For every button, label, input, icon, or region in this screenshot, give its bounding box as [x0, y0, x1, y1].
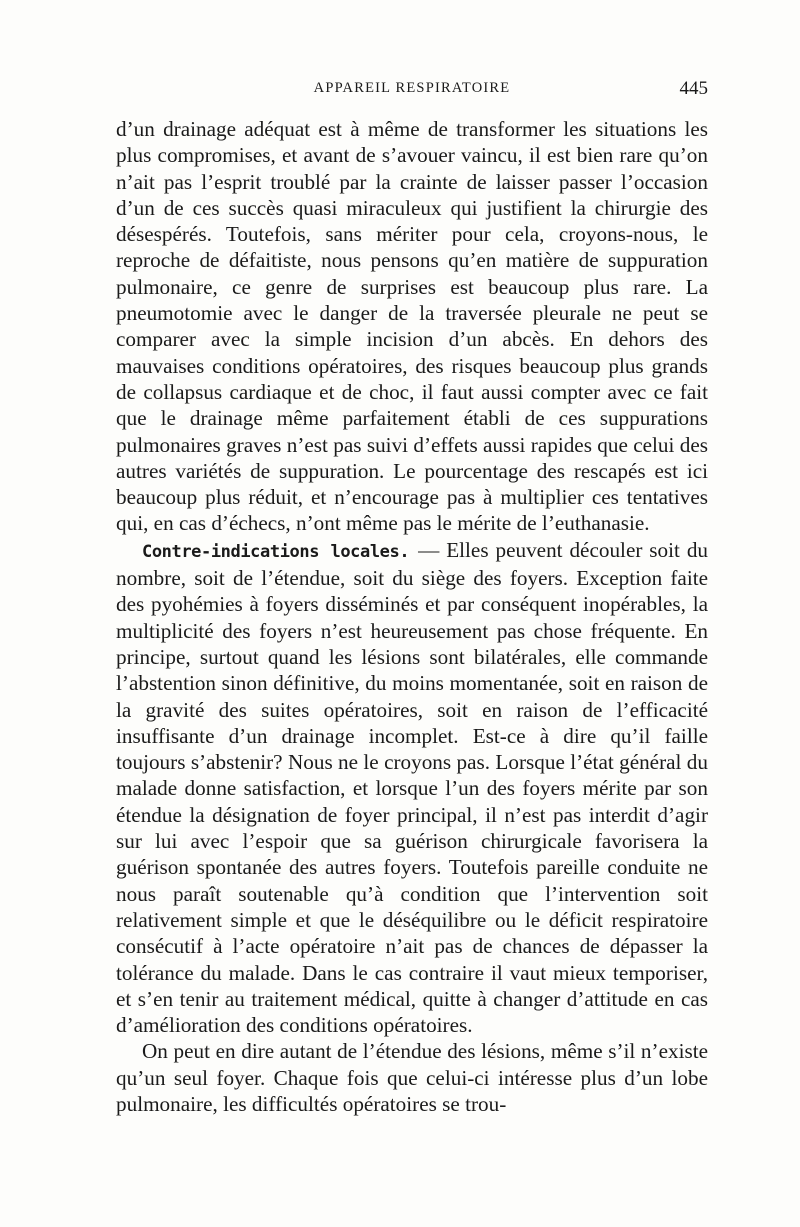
page-header — [116, 78, 708, 102]
paragraph-etendue: On peut en dire autant de l’étendue des lésions, même s’il n’existe qu’un seul foyer. Chaque fois que celui-ci intéresse plus d’un lobe pulmonaire, les difficultés opératoires se trou- — [116, 1039, 708, 1116]
body-text — [116, 116, 708, 1117]
section-heading-contre-indications-locales: Contre-indications locales. — [142, 541, 410, 562]
paragraph-continuation: d’un drainage adéquat est à même de transformer les situations les plus compromises, et avant de s’avouer vaincu, il est bien rare qu’on n’ait pas l’esprit troublé par la crainte de laisser passer l’occasion d’un de ces succès quasi miraculeux qui justifient la chirurgie des désespérés. Toutefois, sans mériter pour cela, croyons-nous, le reproche de défaitiste, nous pensons qu’en matière de suppuration pulmonaire, ce genre de surprises est beaucoup plus rare. La pneumotomie avec le danger de la traversée pleurale ne peut se comparer avec la simple incision d’un abcès. En dehors des mauvaises conditions opératoires, des risques beaucoup plus grands de collapsus cardiaque et de choc, il faut aussi compter avec ce fait que le drainage même parfaitement établi de ces suppurations pulmonaires graves n’est pas suivi d’effets aussi rapides que celui des autres variétés de suppuration. Le pourcentage des rescapés est ici beaucoup plus réduit, et n’encourage pas à multiplier ces tentatives qui, en cas d’échecs, n’ont même pas le mérite de l’euthanasie. — [116, 117, 708, 536]
paragraph-contre-indications-text: Elles peuvent découler soit du nombre, soit de l’étendue, soit du siège des foyers. Exception faite des pyohémies à foyers disséminés et par conséquent inopérables, la multiplicité des foyers n’est heureusement pas chose fréquente. En principe, surtout quand les lésions sont bilatérales, elle commande l’abstention sinon définitive, du moins momentanée, soit en raison de la gravité des suites opératoires, soit en raison de l’efficacité insuffisante d’un drainage incomplet. Est-ce à dire qu’il faille toujours s’abstenir? Nous ne le croyons pas. Lorsque l’état général du malade donne satisfaction, et lorsque l’un des foyers mérite par son étendue la désignation de foyer principal, il n’est pas interdit d’agir sur lui avec l’espoir que sa guérison chirurgicale favorisera la guérison spontanée des autres foyers. Toutefois pareille conduite ne nous paraît soutenable qu’à condition que l’intervention soit relativement simple et que le déséquilibre ou le déficit respiratoire consécutif à l’acte opératoire n’ait pas de chances de dépasser la tolérance du malade. Dans le cas contraire il vaut mieux temporiser, et s’en tenir au traitement médical, quitte à changer d’attitude en cas d’amélioration des conditions opératoires. — [116, 537, 709, 1038]
em-dash: — — [418, 537, 440, 562]
page-number: 445 — [679, 78, 708, 99]
paragraph-contre-indications — [116, 537, 708, 1039]
running-head: APPAREIL RESPIRATOIRE — [313, 80, 511, 96]
